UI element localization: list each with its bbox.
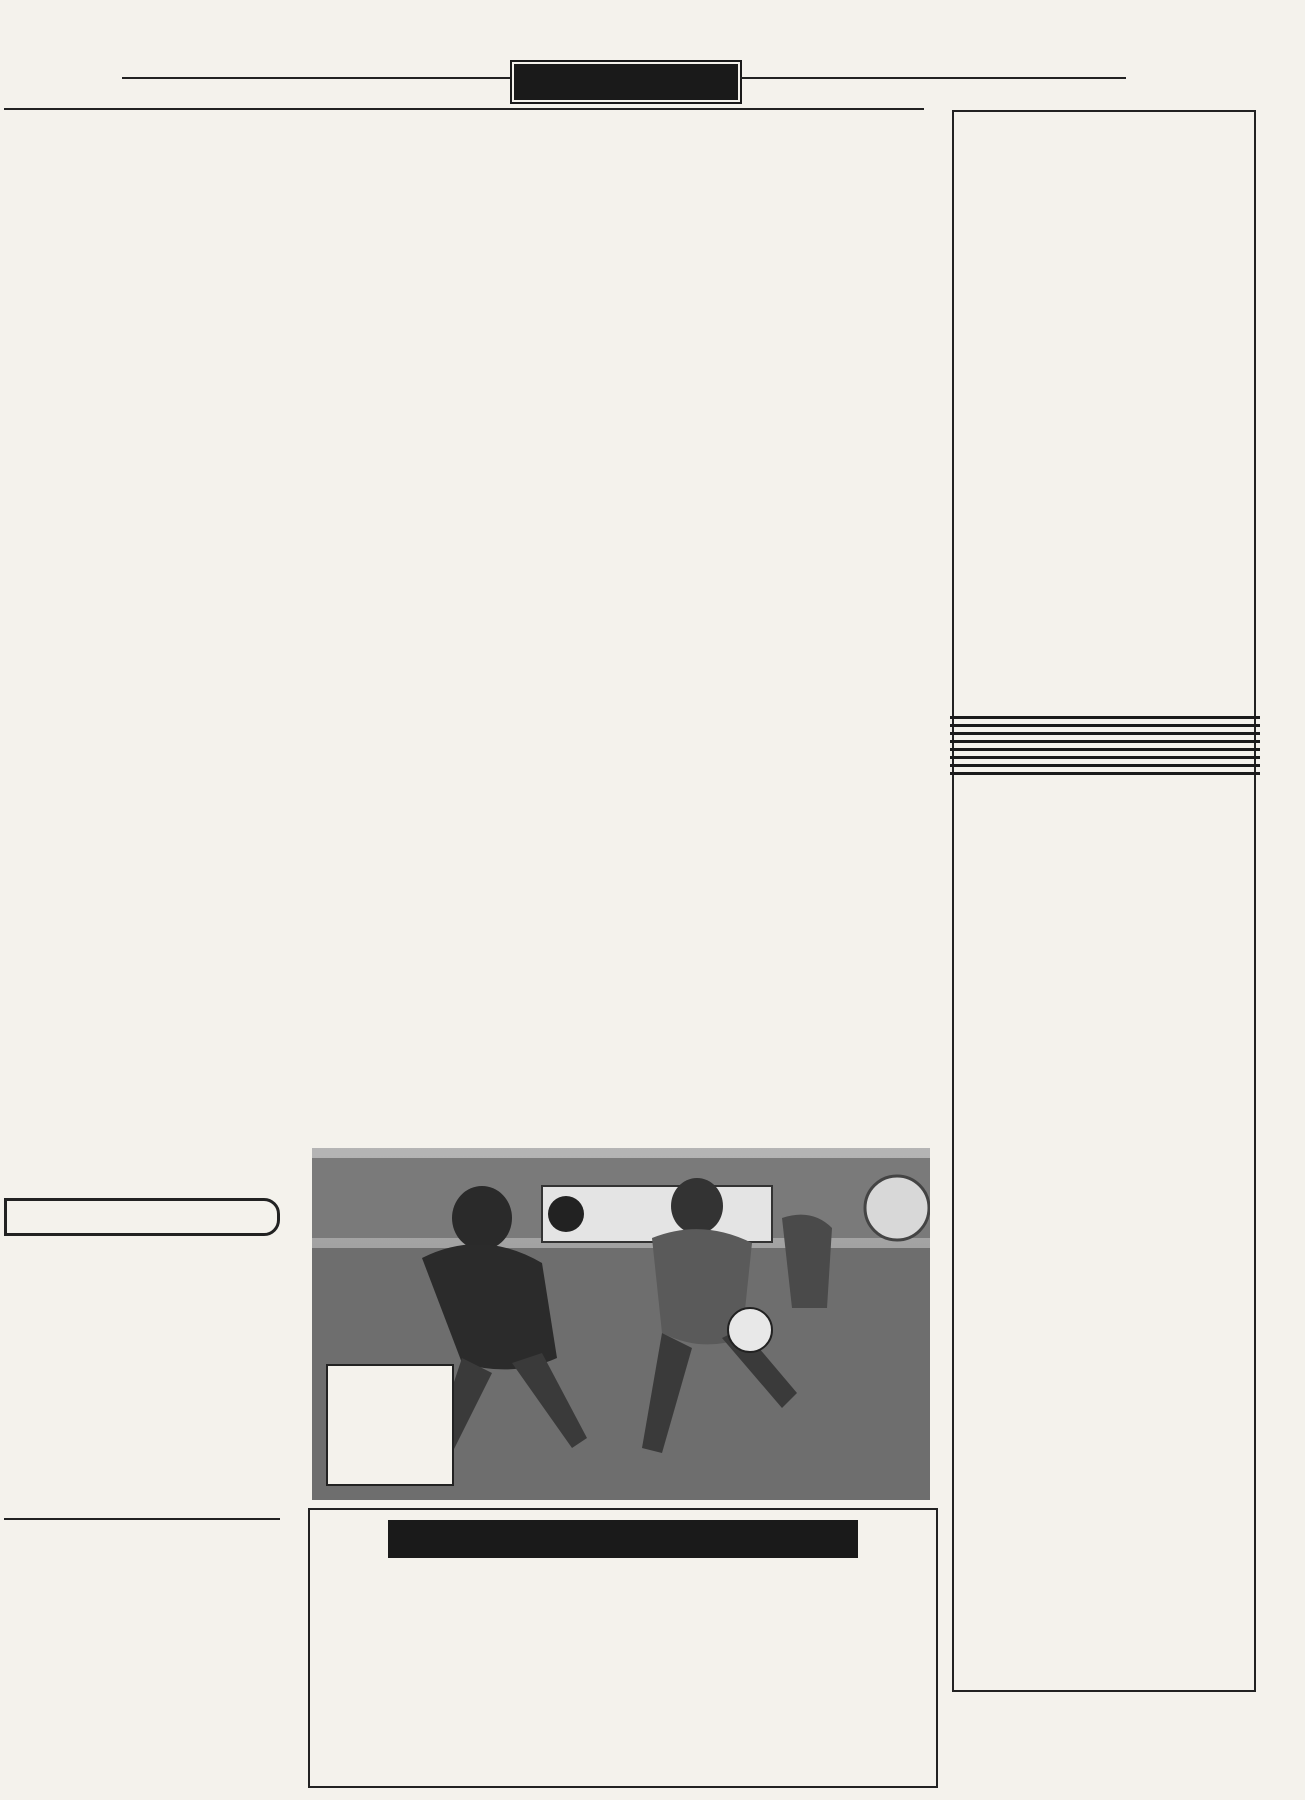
toto-tips-lower [968, 792, 1240, 1312]
header-rule-right [740, 77, 1126, 79]
article-column-3 [628, 236, 932, 1136]
article-subheadline [4, 104, 924, 110]
header-rule-left [122, 77, 510, 79]
scorers-title [4, 1518, 280, 1520]
article-column-1 [4, 238, 292, 1188]
section-label [514, 64, 738, 100]
photo-caption [326, 1364, 454, 1486]
scorers-text [4, 1556, 280, 1792]
toto-tips-upper [968, 172, 1240, 708]
team-of-week-box [308, 1508, 938, 1788]
toto-box [952, 110, 1256, 1692]
article-column-2 [310, 236, 612, 1136]
toto-logo-graphic [950, 710, 1260, 788]
toto-logo [950, 710, 1260, 788]
standings-title [4, 1198, 280, 1236]
team-of-week-title [388, 1520, 858, 1558]
